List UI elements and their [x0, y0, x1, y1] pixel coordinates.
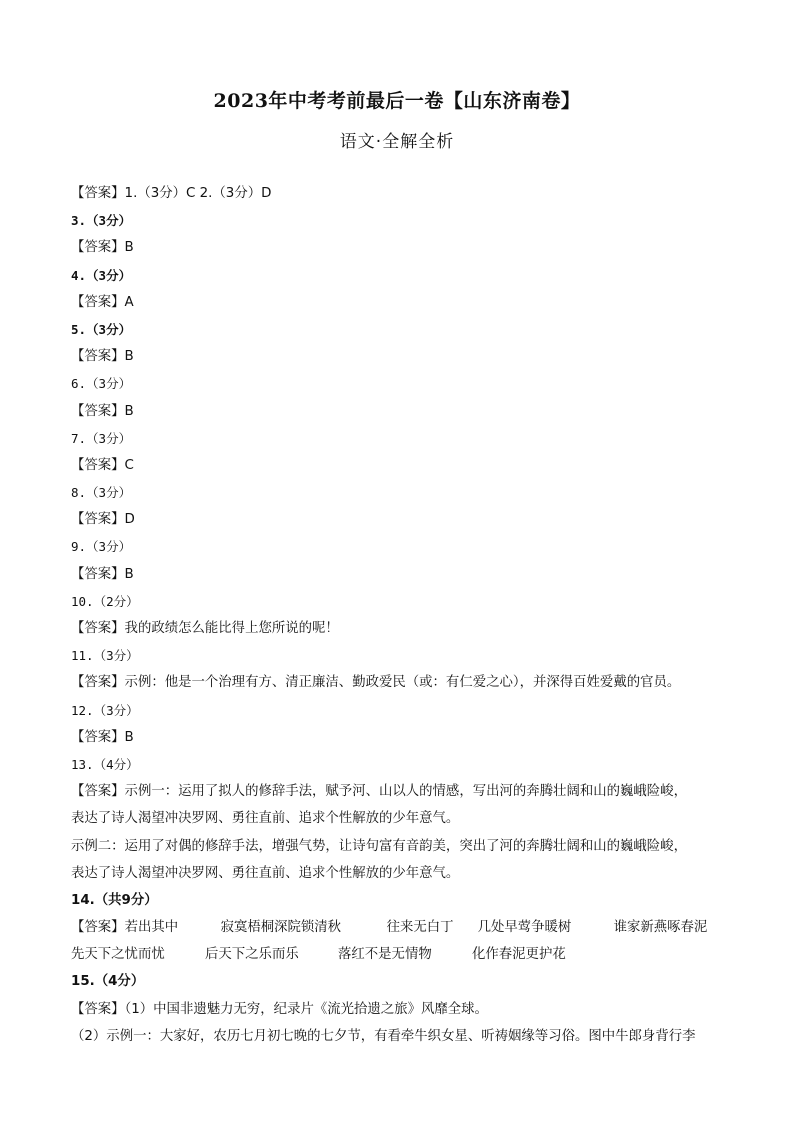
document-title: 2023年中考考前最后一卷【山东济南卷】: [213, 90, 581, 112]
poem-line: 若出其中: [124, 920, 179, 936]
question-3: 3.（3分）: [71, 213, 132, 229]
question-5: 5.（3分）: [71, 321, 132, 337]
answer-15-line-2: （2）示例一：大家好，农历七月初七晚的七夕节，有看牵牛织女星、听祷姻缘等习俗。图中牛郎身背行李: [71, 1028, 696, 1044]
poem-line: 化作春泥更护花: [472, 947, 566, 963]
poem-line: 往来无白丁: [386, 920, 454, 936]
answer-13-line-4: 表达了诗人渴望冲决罗网、勇往直前、追求个性解放的少年意气。: [71, 865, 460, 881]
answer-7: 【答案】C: [71, 457, 134, 473]
answer-5: 【答案】B: [71, 349, 134, 365]
poem-line: 先天下之忧而忧: [71, 947, 165, 963]
answer-4: 【答案】A: [71, 294, 134, 310]
answer-14-row-2: [71, 941, 751, 968]
question-11: 11.（3分）: [71, 648, 139, 664]
answer-15-line-1: 【答案】（1）中国非遗魅力无穷，纪录片《流光拾遗之旅》风靡全球。: [71, 1001, 488, 1017]
answer-1-2: 【答案】1.（3分）C 2.（3分）D: [71, 186, 272, 201]
answer-9: 【答案】B: [71, 566, 134, 582]
answer-13-line-1: 【答案】示例一：运用了拟人的修辞手法，赋予河、山以人的情感，写出河的奔腾壮阔和山的巍峨险峻，: [71, 784, 687, 800]
answer-14-row-1: [71, 914, 751, 941]
answer-13-line-2: 表达了诗人渴望冲决罗网、勇往直前、追求个性解放的少年意气。: [71, 811, 460, 827]
answer-label: 【答案】: [71, 920, 125, 936]
poem-line: 后天下之乐而乐: [205, 947, 299, 963]
answer-6: 【答案】B: [71, 403, 134, 419]
answer-10: 【答案】我的政绩怎么能比得上您所说的呢！: [71, 621, 339, 636]
poem-line: 落红不是无情物: [338, 947, 432, 963]
question-15: 15.（4分）: [71, 974, 145, 990]
poem-line: 几处早莺争暖树: [477, 920, 572, 936]
answer-content: [71, 180, 751, 1050]
document-subtitle: 语文·全解全析: [339, 132, 455, 152]
answer-3: 【答案】B: [71, 240, 134, 256]
question-14: 14.（共9分）: [71, 892, 158, 908]
poem-line: 谁家新燕啄春泥: [613, 920, 708, 936]
question-12: 12.（3分）: [71, 702, 139, 718]
answer-11: 【答案】示例：他是一个治理有方、清正廉洁、勤政爱民（或：有仁爱之心），并深得百姓爱戴的官员。: [71, 675, 681, 691]
answer-12: 【答案】B: [71, 729, 134, 745]
question-9: 9.（3分）: [71, 539, 132, 555]
question-13: 13.（4分）: [71, 756, 139, 772]
question-10: 10.（2分）: [71, 593, 139, 609]
question-6: 6.（3分）: [71, 376, 132, 392]
answer-13-line-3: 示例二：运用了对偶的修辞手法，增强气势，让诗句富有音韵美，突出了河的奔腾壮阔和山的巍峨险峻，: [71, 838, 687, 854]
question-7: 7.（3分）: [71, 430, 132, 446]
poem-line: 寂寞梧桐深院锁清秋: [220, 920, 342, 936]
question-4: 4.（3分）: [71, 267, 132, 283]
answer-8: 【答案】D: [71, 512, 135, 528]
question-8: 8.（3分）: [71, 485, 132, 501]
